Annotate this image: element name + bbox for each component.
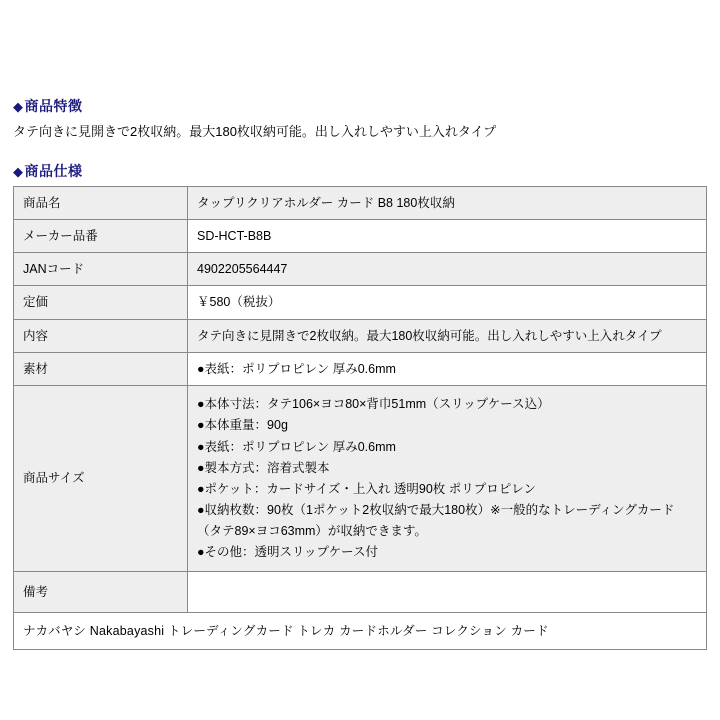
spec-label-cell: 備考: [14, 571, 188, 612]
spec-label-cell: 素材: [14, 352, 188, 385]
spec-value-cell: [188, 352, 707, 385]
spec-value-cell: [188, 385, 707, 571]
table-row: [14, 385, 707, 571]
spec-value-line: ●本体重量：90g: [197, 418, 288, 433]
spec-value-cell: [188, 253, 707, 286]
specs-section-heading: [13, 164, 83, 178]
spec-value-line: ￥580（税抜）: [197, 295, 281, 310]
specs-heading-label: 商品仕様: [24, 163, 83, 179]
spec-value-line: （タテ89×ヨコ63mm）が収納できます。: [197, 524, 427, 538]
spec-value-cell: [188, 319, 707, 352]
spec-value-cell: [188, 571, 707, 612]
spec-value-cell: [188, 220, 707, 253]
spec-label-cell: JANコード: [14, 253, 188, 286]
table-row: [14, 571, 707, 612]
features-section-heading: [13, 99, 83, 113]
spec-table-container: [13, 186, 707, 650]
table-row: [14, 220, 707, 253]
keyword-row: [14, 612, 707, 649]
spec-label-cell: メーカー品番: [14, 220, 188, 253]
spec-label-cell: 商品名: [14, 187, 188, 220]
table-row: [14, 286, 707, 319]
table-row: [14, 253, 707, 286]
spec-label-cell: 定価: [14, 286, 188, 319]
spec-value-cell: [188, 187, 707, 220]
spec-value-line: 4902205564447: [197, 262, 288, 277]
spec-value-line: ●収納枚数：90枚（1ポケット2枚収納で最大180枚）※一般的なトレーディングカード: [197, 502, 675, 517]
spec-value-line: ●その他：透明スリップケース付: [197, 545, 379, 560]
table-row: [14, 187, 707, 220]
features-description-text: タテ向きに見開きで2枚収納。最大180枚収納可能。出し入れしやすい上入れタイプ: [13, 124, 497, 139]
spec-value-line: ●製本方式：溶着式製本: [197, 460, 330, 475]
spec-label-cell: 内容: [14, 319, 188, 352]
table-row: [14, 319, 707, 352]
spec-value-line: ●ポケット：カードサイズ・上入れ 透明90枚 ポリプロピレン: [197, 481, 536, 496]
spec-value-line: タップリクリアホルダー カード B8 180枚収納: [197, 196, 455, 210]
table-row: [14, 352, 707, 385]
spec-value-line: SD-HCT-B8B: [197, 229, 272, 244]
features-heading-label: 商品特徴: [24, 98, 83, 114]
diamond-bullet-icon: ◆: [13, 99, 24, 114]
product-specification-table: [13, 186, 707, 650]
spec-value-line: ●本体寸法：タテ106×ヨコ80×背巾51mm（スリップケース込）: [197, 397, 550, 412]
spec-value-line: ●表紙：ポリプロピレン 厚み0.6mm: [197, 439, 396, 454]
diamond-bullet-icon: ◆: [13, 164, 24, 179]
keyword-cell: ナカバヤシ Nakabayashi トレーディングカード トレカ カードホルダー コレクション カード: [14, 612, 707, 649]
spec-value-line: タテ向きに見開きで2枚収納。最大180枚収納可能。出し入れしやすい上入れタイプ: [197, 328, 662, 343]
spec-label-cell: 商品サイズ: [14, 385, 188, 571]
spec-value-line: ●表紙：ポリプロピレン 厚み0.6mm: [197, 361, 396, 376]
spec-value-cell: [188, 286, 707, 319]
